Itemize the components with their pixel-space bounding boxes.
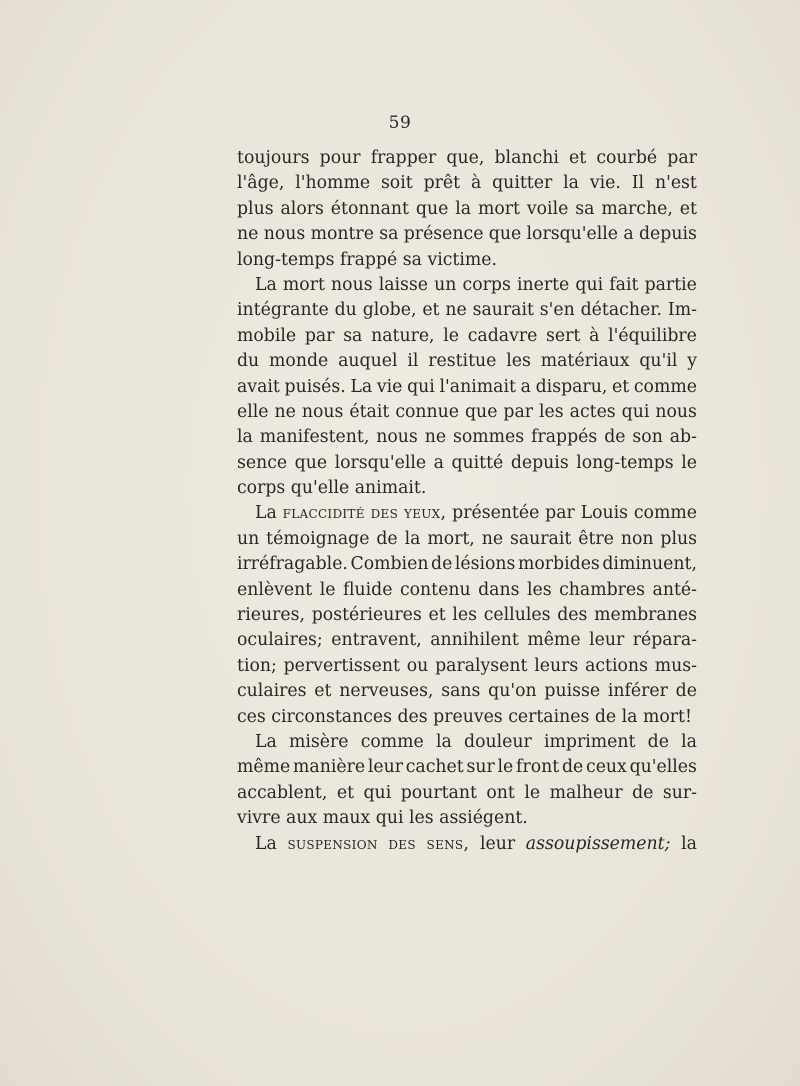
- text-line-1: toujours pour frapper que, blanchi et courbé par: [237, 148, 697, 168]
- text-line-3: plus alors étonnant que la mort voile sa marche, et: [237, 198, 697, 219]
- text-line-13: sence que lorsqu'elle a quitté depuis long-temps le: [237, 452, 697, 473]
- text-line-12: la manifestent, nous ne sommes frappés de son ab-: [237, 427, 697, 448]
- text-line-22: culaires et nerveuses, sans qu'on puisse inférer de: [237, 681, 697, 702]
- text-line-11: elle ne nous était connue que par les actes qui nous: [237, 401, 697, 422]
- body-text: [237, 146, 697, 857]
- text-line-14: corps qu'elle animait.: [237, 478, 427, 499]
- text-line-2: l'âge, l'homme soit prêt à quitter la vie. Il n'est: [237, 173, 697, 194]
- text-line-15: La flaccidité des yeux, présentée par Louis comme: [255, 503, 697, 524]
- text-line-4: ne nous montre sa présence que lorsqu'elle a depuis: [237, 224, 697, 245]
- text-line-10: avait puisés. La vie qui l'animait a disparu, et comme: [237, 376, 697, 397]
- text-line-25: même manière leur cachet sur le front de ceux qu'elles: [237, 757, 697, 778]
- text-line-24: La misère comme la douleur impriment de la: [255, 731, 697, 752]
- text-line-18: enlèvent le fluide contenu dans les chambres anté-: [237, 579, 697, 600]
- text-line-26: accablent, et qui pourtant ont le malheur de sur-: [237, 782, 697, 803]
- page-number: 59: [388, 113, 412, 133]
- text-line-19: rieures, postérieures et les cellules des membranes: [237, 605, 697, 626]
- text-line-21: tion; pervertissent ou paralysent leurs actions mus-: [237, 655, 697, 676]
- text-line-16: un témoignage de la mort, ne saurait être non plus: [237, 528, 697, 549]
- text-line-9: du monde auquel il restitue les matériaux qu'il y: [237, 351, 697, 372]
- text-line-8: mobile par sa nature, le cadavre sert à l'équilibre: [237, 325, 697, 346]
- text-line-6: La mort nous laisse un corps inerte qui fait partie: [255, 274, 697, 295]
- text-line-7: intégrante du globe, et ne saurait s'en détacher. Im-: [237, 300, 697, 321]
- text-line-23: ces circonstances des preuves certaines de la mort!: [237, 706, 692, 727]
- text-line-27: vivre aux maux qui les assiégent.: [237, 808, 528, 829]
- text-line-17: irréfragable. Combien de lésions morbides diminuent,: [237, 554, 697, 575]
- text-line-5: long-temps frappé sa victime.: [237, 249, 497, 270]
- text-line-28: La suspension des sens, leur assoupissement; la: [255, 833, 697, 854]
- text-line-20: oculaires; entravent, annihilent même leur répara-: [237, 630, 697, 651]
